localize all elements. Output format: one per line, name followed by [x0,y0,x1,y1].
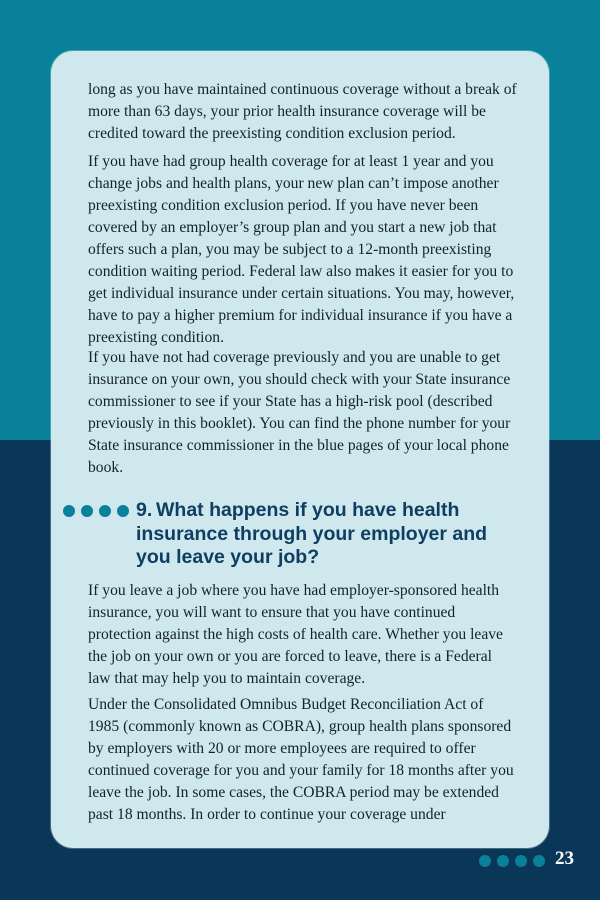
paragraph-cobra: Under the Consolidated Omnibus Budget Reconciliation Act of 1985 (commonly known as COBRA), group health plans sponsored by employers with 20 or more employees are required to offer continued coverage for you and your family for 18 months after you leave the job. In some cases, the COBRA period may be extended past 18 months. In order to continue your coverage under [88,696,514,823]
paragraph-leaving-job: If you leave a job where you have had employer-sponsored health insurance, you will want to ensure that you have continued protection against the high costs of health care. Whether you leave the job on your own or you are forced to leave, there is a Federal law that may help you to maintain coverage. [88,582,503,687]
footer-dot [515,855,527,867]
footer-dot [533,855,545,867]
footer-dot [479,855,491,867]
bullet-dot [81,505,93,517]
section-heading [136,499,516,570]
footer-dots [479,855,545,867]
paragraph-group-coverage: If you have had group health coverage for at least 1 year and you change jobs and health plans, your new plan can’t impose another preexisting condition exclusion period. If you have never been covered by an employer’s group plan and you start a new job that offers such a plan, you may be subject to a 12-month preexisting condition waiting period. Federal law also makes it easier for you to get individual insurance under certain situations. You may, however, have to pay a higher premium for individual insurance if you have a preexisting condition. [88,153,515,346]
section-heading-text: What happens if you have health insurance through your employer and you leave your job? [136,499,488,568]
section-number: 9. [136,499,153,521]
bullet-dot [99,505,111,517]
paragraph-high-risk-pool: If you have not had coverage previously and you are unable to get insurance on your own, you should check with your State insurance commissioner to see if your State has a high-risk pool (described previously in this booklet). You can find the phone number for your State insurance commissioner in the blue pages of your local phone book. [88,349,511,476]
bullet-dot [63,505,75,517]
page-number: 23 [555,848,574,869]
paragraph-coverage-credit: long as you have maintained continuous coverage without a break of more than 63 days, your prior health insurance coverage will be credited toward the preexisting condition exclusion period. [88,81,517,142]
bullet-dot [117,505,129,517]
footer-dot [497,855,509,867]
heading-bullet-dots [63,505,129,517]
